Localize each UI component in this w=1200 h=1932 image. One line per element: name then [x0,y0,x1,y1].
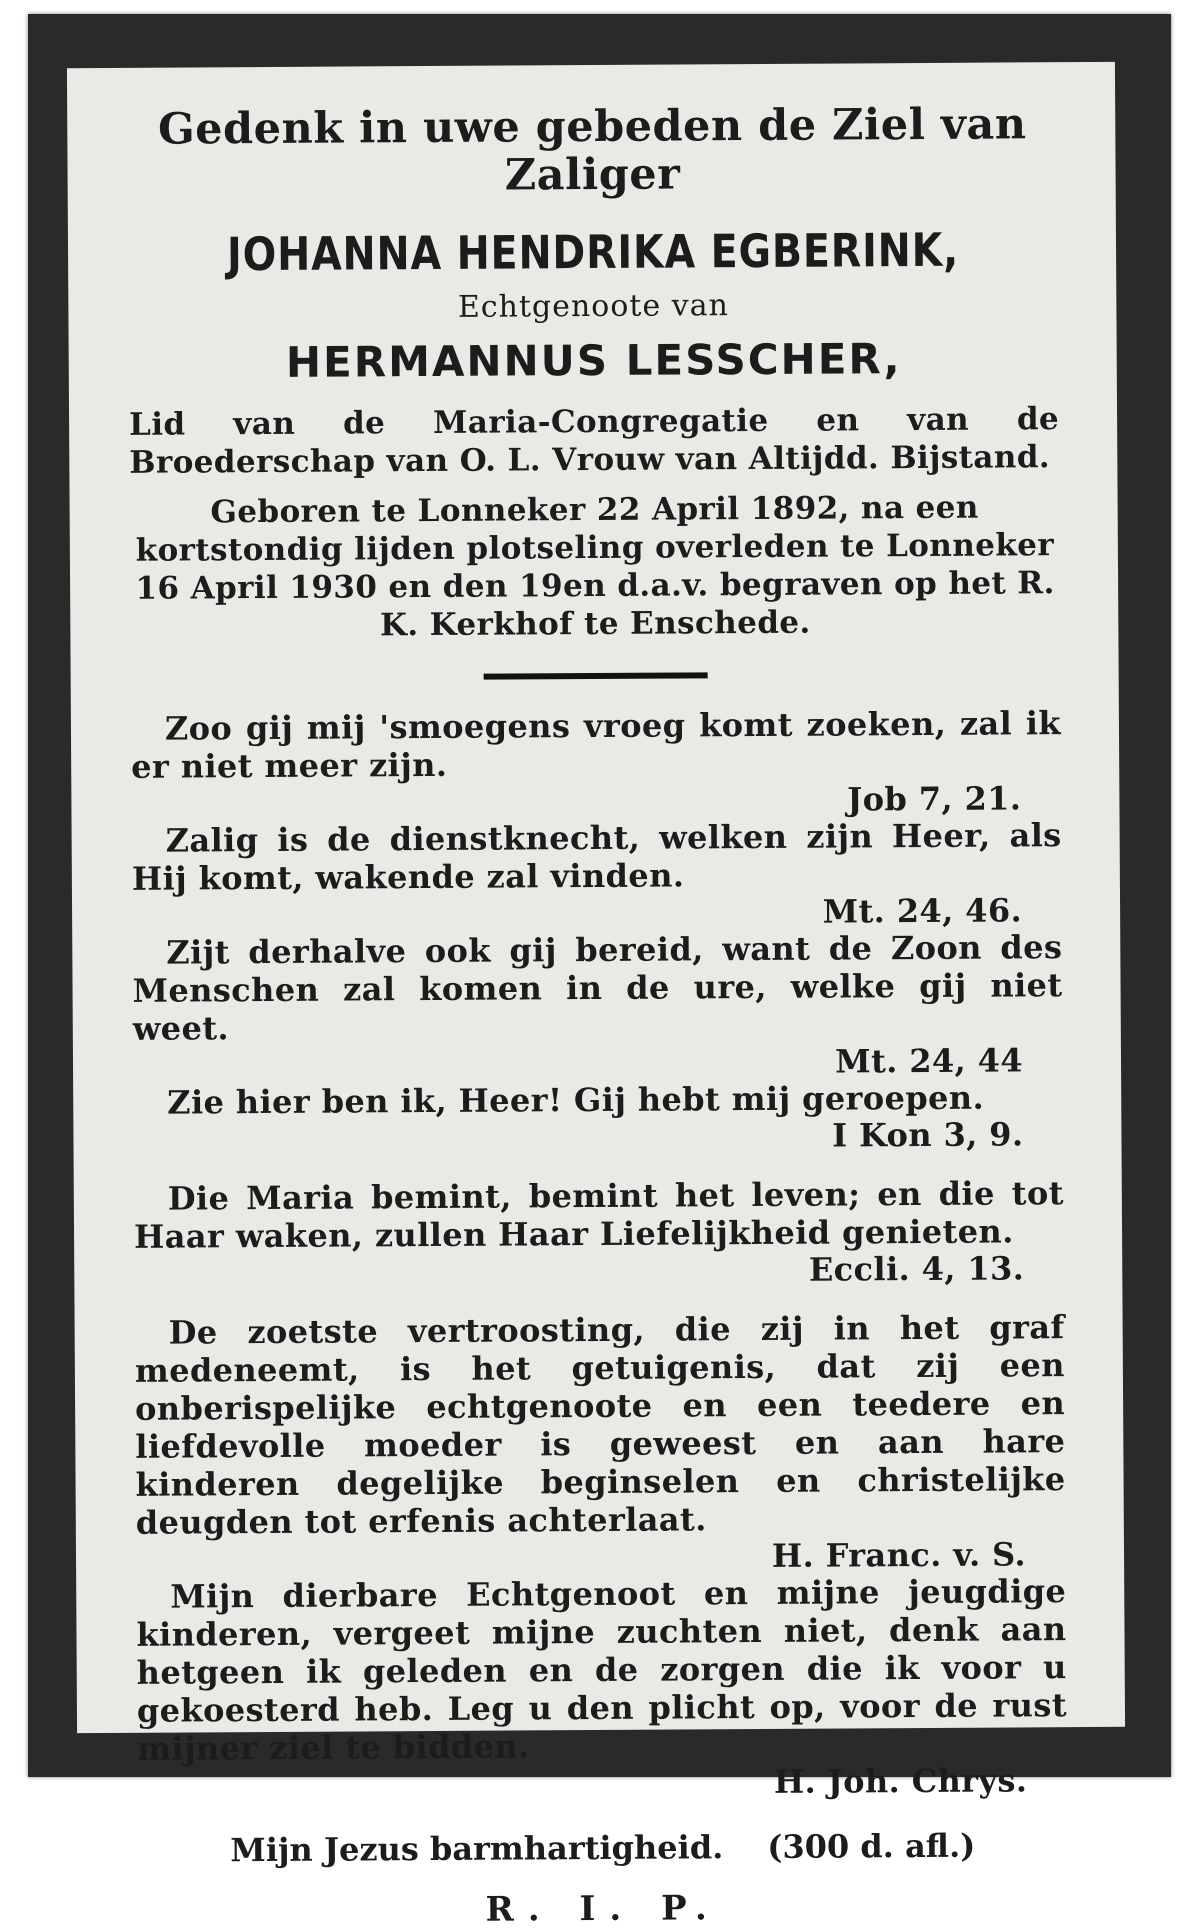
quote-text: Mijn dierbare Echtgenoot en mijne jeugdige kinderen, vergeet mijne zuchten niet, denk aan hetgeen ik geleden en de zorgen die ik voor u gekoesterd heb. Leg u den plicht op, voor de rust mijner ziel te bidden. [136,1572,1068,1768]
spouse-name: HERMANNUS LESSCHER, [285,334,902,387]
quote-reference: Eccli. 4, 13. [808,1249,1025,1289]
divider-rule [484,672,708,679]
quote-block [134,1174,1065,1292]
deceased-name: JOHANNA HENDRIKA EGBERINK, [226,222,960,282]
life-dates-text: Geboren te Lonneker 22 April 1892, na een kortstondig lijden plotseling overleden te Lonneker 16 April 1930 en den 19en d.a.v. begraven op het R. K. Kerkhof te Enschede. [135,489,1055,644]
quote-reference: Mt. 24, 46. [822,891,1023,931]
quote-reference: Mt. 24, 44 [835,1041,1024,1081]
quote-text: De zoetste vertroosting, die zij in het graf medeneemt, is het getuigenis, dat zij een onberispelijke echtgenoote en een teedere en liefdevolle moeder is geweest en aan hare kinderen degelijke beginselen en christelijke deugden tot erfenis achterlaat. [134,1308,1066,1542]
quote-reference: I Kon 3, 9. [832,1115,1024,1155]
quote-block [135,1308,1067,1578]
rip-text: R. I. P. [485,1888,721,1930]
quote-text: Zijt derhalve ook gij bereid, want de Zoon des Menschen zal komen in de ure, welke gij niet weet. [132,928,1063,1048]
quote-reference: H. Franc. v. S. [771,1535,1027,1575]
memorial-card [28,14,1171,1930]
quote-text: Zie hier ben ik, Heer! Gij hebt mij geroepen. [167,1078,985,1122]
card-content [127,100,1068,1932]
quote-reference: Job 7, 21. [847,779,1022,819]
card-paper [67,62,1125,1930]
indulgence-note: (300 d. afl.) [767,1826,976,1866]
closing-prayer: Mijn Jezus barmhartigheid. [230,1828,724,1870]
quote-block [133,1078,1063,1158]
quote-block [131,704,1062,822]
intro-line-1: Gedenk in uwe gebeden de Ziel van [157,99,1027,155]
closing-line [138,1826,1068,1870]
quote-reference: H. Joh. Chrys. [773,1761,1028,1801]
quote-text: Zalig is de dienstknecht, welken zijn Heer, als Hij komt, wakende zal vinden. [131,816,1062,898]
spouse-label: Echtgenoote van [457,288,729,325]
membership-text: Lid van de Maria-Congregatie en van de Broederschap van O. L. Vrouw van Altijdd. Bijstand. [128,401,1060,481]
intro-line-2: Zaliger [504,149,681,201]
quote-block [132,928,1063,1084]
quote-block [136,1572,1067,1804]
quote-block [132,816,1063,934]
quote-text: Zoo gij mij 'smoegens vroeg komt zoeken, zal ik er niet meer zijn. [131,704,1062,786]
quote-text: Die Maria bemint, bemint het leven; en die tot Haar waken, zullen Haar Liefelijkheid genieten. [133,1174,1064,1256]
